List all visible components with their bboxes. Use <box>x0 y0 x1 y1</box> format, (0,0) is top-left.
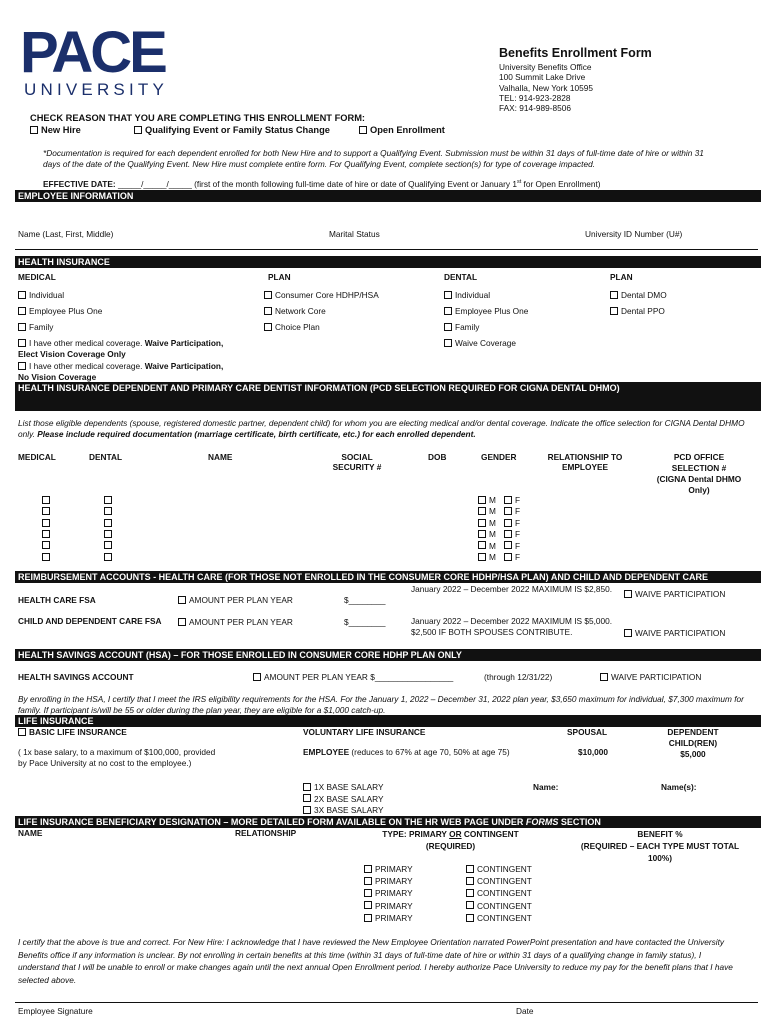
checkbox[interactable] <box>624 590 632 598</box>
dependent-dental-checkbox[interactable] <box>104 541 115 551</box>
gender-male-option[interactable] <box>478 529 496 539</box>
checkbox[interactable] <box>364 865 372 873</box>
gender-f-label: F <box>515 552 521 562</box>
open-enrollment-option[interactable] <box>359 125 445 135</box>
medical-family-option[interactable] <box>18 322 53 332</box>
effective-date-row <box>43 179 601 189</box>
dcare-amount-field[interactable]: $________ <box>344 617 386 627</box>
col-gender: GENDER <box>481 452 517 462</box>
logo-university-wordmark: UNIVERSITY <box>24 80 169 99</box>
checkbox[interactable] <box>42 507 50 515</box>
gender-male-option[interactable] <box>478 518 496 528</box>
children-names-field[interactable]: Name(s): <box>661 782 697 792</box>
office-address <box>499 62 593 113</box>
option-label: Dental DMO <box>621 290 667 300</box>
amount-label: AMOUNT PER PLAN YEAR <box>189 617 293 627</box>
new-hire-option[interactable] <box>30 125 81 135</box>
certification-statement: I certify that the above is true and correct. For New Hire: I acknowledge that I have reviewed the New Employee Orientation narrated PowerPoint presentation and have contacted the University Benefits office if any information is unclear. By not enrolling in certain benefits at this time (within 31 days of full-time date of hire or within 31 days of a qualifying change in family status), I understand that I will be unable to enroll or make changes again until the next annual Open Enrollment period. I hereby authorize Pace University to reduce my pay for the benefit plans that I have selected above. <box>18 937 733 985</box>
gender-female-option[interactable] <box>504 541 520 551</box>
checkbox[interactable] <box>42 496 50 504</box>
checkbox[interactable] <box>104 496 112 504</box>
plan-consumer-core-option[interactable] <box>264 290 379 300</box>
dental-plan-heading: PLAN <box>610 272 633 282</box>
fsa-maximum-note: January 2022 – December 2022 MAXIMUM IS $2,850. <box>411 584 613 594</box>
checkbox[interactable] <box>42 519 50 527</box>
spousal-heading: SPOUSAL <box>567 727 608 737</box>
checkbox[interactable] <box>600 673 608 681</box>
contingent-label: CONTINGENT <box>477 864 532 874</box>
superscript: st <box>516 179 522 186</box>
option-label: Individual <box>29 290 65 300</box>
checkbox[interactable] <box>478 507 486 515</box>
employee-info-bar: EMPLOYEE INFORMATION <box>15 190 761 202</box>
office-street: 100 Summit Lake Drive <box>499 72 586 83</box>
new-hire-label: New Hire <box>41 125 81 135</box>
dependents-bar: HEALTH INSURANCE DEPENDENT AND PRIMARY CARE DENTIST INFORMATION (PCD SELECTION REQUIRED FOR CIGNA DENTAL DHMO) <box>15 382 761 411</box>
option-label: Family <box>455 322 480 332</box>
dependent-medical-checkbox[interactable] <box>42 541 53 551</box>
primary-label: PRIMARY <box>375 864 413 874</box>
checkbox[interactable] <box>264 291 272 299</box>
beneficiary-col-benefit <box>560 828 760 864</box>
dep-heading-line2: CHILD(REN) <box>668 738 718 748</box>
voluntary-life-heading: VOLUNTARY LIFE INSURANCE <box>303 727 426 737</box>
date-field[interactable]: Date <box>516 1006 534 1016</box>
hsa-amount-label: AMOUNT PER PLAN YEAR $_________________ <box>264 672 454 682</box>
checkbox[interactable] <box>178 618 186 626</box>
checkbox[interactable] <box>444 307 452 315</box>
primary-option[interactable] <box>364 913 413 923</box>
checkbox[interactable] <box>504 541 512 549</box>
option-label: 1X BASE SALARY <box>314 782 384 792</box>
type-or: OR <box>449 829 462 839</box>
waive-no-vision-option[interactable] <box>18 361 223 383</box>
marital-status-field[interactable]: Marital Status <box>329 229 380 239</box>
logo-pace-wordmark: PACE <box>20 20 165 85</box>
fsa-amount-option[interactable] <box>178 595 293 605</box>
benefit-line1: BENEFIT % <box>637 829 683 839</box>
qualifying-event-option[interactable] <box>134 125 330 135</box>
dependents-note-text: List those eligible dependents (spouse, registered domestic partner, dependent child) for whom you are electing medical and/or dental coverage. Indicate the office selection for CIGNA Dental DHMO only. <box>18 418 745 439</box>
gender-male-option[interactable] <box>478 541 496 551</box>
hsa-waive-option[interactable] <box>600 672 701 682</box>
primary-label: PRIMARY <box>375 912 413 923</box>
checkbox[interactable] <box>104 530 112 538</box>
checkbox[interactable] <box>610 307 618 315</box>
checkbox[interactable] <box>478 530 486 538</box>
dep-heading-line1: DEPENDENT <box>667 727 719 737</box>
dependent-medical-checkbox[interactable] <box>42 495 53 505</box>
primary-label: PRIMARY <box>375 900 413 911</box>
hsa-label: HEALTH SAVINGS ACCOUNT <box>18 672 134 682</box>
option-label: Consumer Core HDHP/HSA <box>275 290 379 300</box>
effective-date-note-end: for Open Enrollment) <box>521 179 601 189</box>
base-salary-2x-option[interactable] <box>303 794 384 806</box>
basic-life-note: ( 1x base salary, to a maximum of $100,000, provided by Pace University at no cost to the employee.) <box>18 747 216 768</box>
dental-individual-option[interactable] <box>444 290 490 300</box>
option-label: Choice Plan <box>275 322 320 332</box>
plan-network-core-option[interactable] <box>264 306 326 316</box>
gender-m-label: M <box>489 506 496 517</box>
spouse-name-field[interactable]: Name: <box>533 782 559 792</box>
dependent-children-heading <box>648 727 738 760</box>
spousal-amount: $10,000 <box>578 747 608 757</box>
hsa-certification-note: By enrolling in the HSA, I certify that I meet the IRS eligibility requirements for the HSA. For the January 1, 2022 – December 31, 2022 plan year, $3,650 maximum for individual, $7,300 maximum for family. If participant is/will be 55 or older during the plan year, they are eligible for a $1,000 catch-up. <box>18 694 744 715</box>
dcare-maximum-note: January 2022 – December 2022 MAXIMUM IS $5,000. $2,500 IF BOTH SPOUSES CONTRIBUTE. <box>411 616 613 637</box>
dependent-medical-checkbox[interactable] <box>42 506 53 516</box>
col-rel-line1: RELATIONSHIP TO <box>547 452 623 462</box>
checkbox[interactable] <box>303 794 311 802</box>
reason-heading: CHECK REASON THAT YOU ARE COMPLETING THIS ENROLLMENT FORM: <box>30 113 366 123</box>
col-pcd-office <box>644 452 754 496</box>
col-pcd-line2: SELECTION # <box>671 463 727 473</box>
health-insurance-bar: HEALTH INSURANCE <box>15 256 761 268</box>
option-label: 2X BASE SALARY <box>314 793 384 804</box>
col-pcd-line3: (CIGNA Dental DHMO <box>656 474 742 484</box>
primary-label: PRIMARY <box>375 876 413 887</box>
dental-ppo-option[interactable] <box>610 306 665 316</box>
gender-f-label: F <box>515 529 521 540</box>
dependents-note <box>18 418 758 440</box>
dependent-dental-checkbox[interactable] <box>104 552 115 562</box>
fsa-amount-field[interactable]: $________ <box>344 595 386 605</box>
dental-waive-option[interactable] <box>444 338 516 348</box>
checkbox[interactable] <box>466 877 474 885</box>
option-label: Employee Plus One <box>29 306 103 316</box>
checkbox[interactable] <box>104 541 112 549</box>
qualifying-event-label: Qualifying Event or Family Status Change <box>145 125 330 135</box>
checkbox[interactable] <box>253 673 261 681</box>
waive-elect-vision-text: Elect Vision Coverage Only <box>18 349 126 359</box>
beneficiary-bar-end: SECTION <box>558 817 601 827</box>
documentation-note: *Documentation is required for each dependent enrolled for both New Hire and to support a Qualifying Event. Submission must be within 31 days of full-time date of hire or within 31 days of the date of the Qualifying Event. New Hire must complete entire form. For Qualifying Event, complete section(s) for type of coverage impacted. <box>43 148 704 169</box>
university-id-field[interactable]: University ID Number (U#) <box>585 229 683 239</box>
checkbox[interactable] <box>444 339 452 347</box>
checkbox[interactable] <box>466 889 474 897</box>
dependent-dental-checkbox[interactable] <box>104 518 115 528</box>
contingent-option[interactable] <box>466 901 532 911</box>
beneficiary-bar <box>15 816 761 828</box>
type-required: (REQUIRED) <box>425 841 476 851</box>
gender-female-option[interactable] <box>504 518 520 528</box>
benefit-line3: 100%) <box>648 853 672 863</box>
primary-label: PRIMARY <box>375 888 413 899</box>
contingent-option[interactable] <box>466 888 532 898</box>
gender-m-label: M <box>489 517 496 528</box>
checkbox[interactable] <box>504 553 512 561</box>
reimbursement-bar: REIMBURSEMENT ACCOUNTS - HEALTH CARE (FOR THOSE NOT ENROLLED IN THE CONSUMER CORE HDHP/HSA PLAN) AND CHILD AND DEPENDENT CARE <box>15 571 761 583</box>
checkbox[interactable] <box>504 519 512 527</box>
employee-life-note <box>303 747 513 758</box>
checkbox[interactable] <box>364 914 372 922</box>
checkbox[interactable] <box>504 530 512 538</box>
life-insurance-bar: LIFE INSURANCE <box>15 715 761 727</box>
gender-male-option[interactable] <box>478 552 496 562</box>
checkbox[interactable] <box>264 323 272 331</box>
effective-date-note: (first of the month following full-time date of hire or date of Qualifying Event or January 1 <box>194 179 517 189</box>
primary-option[interactable] <box>364 876 413 886</box>
base-salary-3x-option[interactable] <box>303 805 384 817</box>
dependent-medical-checkbox[interactable] <box>42 529 53 539</box>
hsa-through-note: (through 12/31/22) <box>484 672 553 682</box>
gender-m-label: M <box>489 495 496 505</box>
dependent-dental-checkbox[interactable] <box>104 495 115 505</box>
col-ssn <box>325 452 389 472</box>
option-label: 3X BASE SALARY <box>314 805 384 815</box>
beneficiary-bar-forms: FORMS <box>525 817 559 827</box>
checkbox[interactable] <box>364 901 372 909</box>
gender-male-option[interactable] <box>478 506 496 516</box>
contingent-option[interactable] <box>466 876 532 886</box>
dcare-amount-option[interactable] <box>178 617 293 627</box>
checkbox[interactable] <box>134 126 142 134</box>
waive-label: WAIVE PARTICIPATION <box>635 628 726 638</box>
dental-dmo-option[interactable] <box>610 290 667 300</box>
gender-m-label: M <box>489 529 496 540</box>
plan-choice-option[interactable] <box>264 322 320 332</box>
gender-f-label: F <box>515 495 521 505</box>
option-label: Employee Plus One <box>455 306 529 316</box>
beneficiary-col-relationship: RELATIONSHIP <box>235 828 297 838</box>
checkbox[interactable] <box>466 901 474 909</box>
gender-f-label: F <box>515 517 521 528</box>
beneficiary-bar-text: LIFE INSURANCE BENEFICIARY DESIGNATION – MORE DETAILED FORM AVAILABLE ON THE HR WEB PAGE UNDER <box>18 817 526 827</box>
checkbox[interactable] <box>18 291 26 299</box>
checkbox[interactable] <box>478 541 486 549</box>
checkbox[interactable] <box>18 339 26 347</box>
type-text: TYPE: PRIMARY <box>382 829 450 839</box>
office-city: Valhalla, New York 10595 <box>499 82 593 93</box>
gender-f-label: F <box>515 540 521 551</box>
plan-heading: PLAN <box>268 272 291 282</box>
checkbox[interactable] <box>104 519 112 527</box>
contingent-label: CONTINGENT <box>477 876 532 887</box>
base-salary-options <box>303 782 384 817</box>
col-dental: DENTAL <box>89 452 123 462</box>
primary-option[interactable] <box>364 864 413 874</box>
base-salary-1x-option[interactable] <box>303 782 384 794</box>
checkbox[interactable] <box>104 553 112 561</box>
checkbox[interactable] <box>504 496 512 504</box>
waive-bold-text: Waive Participation, <box>144 361 224 371</box>
checkbox[interactable] <box>444 291 452 299</box>
employee-life-detail: (reduces to 67% at age 70, 50% at age 75) <box>349 747 510 757</box>
basic-life-label: BASIC LIFE INSURANCE <box>29 727 127 737</box>
checkbox[interactable] <box>364 889 372 897</box>
hsa-bar: HEALTH SAVINGS ACCOUNT (HSA) – FOR THOSE ENROLLED IN CONSUMER CORE HDHP PLAN ONLY <box>15 649 761 661</box>
checkbox[interactable] <box>504 507 512 515</box>
benefit-line2: (REQUIRED – EACH TYPE MUST TOTAL <box>580 841 740 851</box>
checkbox[interactable] <box>42 541 50 549</box>
checkbox[interactable] <box>478 519 486 527</box>
fsa-waive-option[interactable] <box>624 589 725 599</box>
basic-life-option[interactable] <box>18 727 127 737</box>
checkbox[interactable] <box>178 596 186 604</box>
gender-male-option[interactable] <box>478 495 496 505</box>
gender-female-option[interactable] <box>504 529 520 539</box>
amount-label: AMOUNT PER PLAN YEAR <box>189 595 293 605</box>
effective-date-field[interactable]: _____/_____/_____ <box>118 179 192 189</box>
contingent-label: CONTINGENT <box>477 900 532 911</box>
dependent-care-fsa-label: CHILD AND DEPENDENT CARE FSA <box>18 616 162 626</box>
dependents-note-bold: Please include required documentation (marriage certificate, birth certificate, etc.) for each enrolled dependent. <box>37 429 476 439</box>
waive-label: WAIVE PARTICIPATION <box>611 672 702 682</box>
waive-no-vision-text: No Vision Coverage <box>18 372 97 382</box>
primary-option[interactable] <box>364 901 413 911</box>
health-care-fsa-label: HEALTH CARE FSA <box>18 595 96 605</box>
col-medical: MEDICAL <box>18 452 56 462</box>
dependent-medical-checkbox[interactable] <box>42 552 53 562</box>
waive-bold-text: Waive Participation, <box>144 338 224 348</box>
checkbox[interactable] <box>18 307 26 315</box>
col-name: NAME <box>208 452 233 462</box>
dental-family-option[interactable] <box>444 322 479 332</box>
gender-f-label: F <box>515 506 521 517</box>
checkbox[interactable] <box>364 877 372 885</box>
waive-label: WAIVE PARTICIPATION <box>635 589 726 599</box>
checkbox[interactable] <box>624 629 632 637</box>
office-name: University Benefits Office <box>499 62 592 72</box>
contingent-label: CONTINGENT <box>477 912 532 923</box>
divider <box>15 249 758 250</box>
dcare-waive-option[interactable] <box>624 628 725 638</box>
name-field[interactable]: Name (Last, First, Middle) <box>18 229 114 239</box>
col-rel-line2: EMPLOYEE <box>561 462 609 472</box>
checkbox[interactable] <box>18 362 26 370</box>
checkbox[interactable] <box>478 496 486 504</box>
contingent-option[interactable] <box>466 913 532 923</box>
type-text-end: CONTINGENT <box>461 829 519 839</box>
checkbox[interactable] <box>303 783 311 791</box>
dependent-amount: $5,000 <box>680 749 706 759</box>
medical-individual-option[interactable] <box>18 290 64 300</box>
effective-date-label: EFFECTIVE DATE: <box>43 179 116 189</box>
checkbox[interactable] <box>444 323 452 331</box>
checkbox[interactable] <box>610 291 618 299</box>
open-enrollment-label: Open Enrollment <box>370 125 445 135</box>
gender-female-option[interactable] <box>504 506 520 516</box>
beneficiary-col-name: NAME <box>18 828 43 838</box>
option-label: Dental PPO <box>621 306 665 316</box>
gender-m-label: M <box>489 540 496 551</box>
checkbox[interactable] <box>30 126 38 134</box>
form-title: Benefits Enrollment Form <box>499 46 652 60</box>
col-pcd-line1: PCD OFFICE <box>673 452 725 462</box>
dependent-medical-checkbox[interactable] <box>42 518 53 528</box>
waive-text: I have other medical coverage. <box>29 361 145 371</box>
primary-option[interactable] <box>364 888 413 898</box>
col-dob: DOB <box>428 452 447 462</box>
option-label: Waive Coverage <box>455 338 517 348</box>
office-tel: TEL: 914-923-2828 <box>499 92 571 103</box>
beneficiary-col-type <box>368 828 533 852</box>
checkbox[interactable] <box>42 553 50 561</box>
contingent-option[interactable] <box>466 864 532 874</box>
checkbox[interactable] <box>303 806 311 814</box>
checkbox[interactable] <box>18 728 26 736</box>
employee-signature-field[interactable]: Employee Signature <box>18 1006 93 1016</box>
checkbox[interactable] <box>18 323 26 331</box>
medical-heading: MEDICAL <box>18 272 56 282</box>
checkbox[interactable] <box>42 530 50 538</box>
checkbox[interactable] <box>104 507 112 515</box>
contingent-label: CONTINGENT <box>477 888 532 899</box>
dental-heading: DENTAL <box>444 272 478 282</box>
checkbox[interactable] <box>466 914 474 922</box>
gender-female-option[interactable] <box>504 495 520 505</box>
waive-vision-only-option[interactable] <box>18 338 223 360</box>
hsa-amount-option[interactable] <box>253 672 453 682</box>
checkbox[interactable] <box>478 553 486 561</box>
waive-text: I have other medical coverage. <box>29 338 145 348</box>
checkbox[interactable] <box>359 126 367 134</box>
col-ssn-line1: SOCIAL <box>341 452 373 462</box>
checkbox[interactable] <box>466 865 474 873</box>
dependent-dental-checkbox[interactable] <box>104 506 115 516</box>
office-fax: FAX: 914-989-8506 <box>499 103 571 114</box>
gender-m-label: M <box>489 552 496 562</box>
dental-employee-plus-one-option[interactable] <box>444 306 528 316</box>
option-label: Family <box>29 322 54 332</box>
employee-life-label: EMPLOYEE <box>303 747 350 757</box>
dependent-dental-checkbox[interactable] <box>104 529 115 539</box>
option-label: Network Core <box>275 306 326 316</box>
signature-line <box>15 1002 758 1003</box>
col-relationship <box>538 452 632 472</box>
option-label: Individual <box>455 290 491 300</box>
gender-female-option[interactable] <box>504 552 520 562</box>
col-ssn-line2: SECURITY # <box>332 462 382 472</box>
col-pcd-line4: Only) <box>688 485 710 495</box>
checkbox[interactable] <box>264 307 272 315</box>
medical-employee-plus-one-option[interactable] <box>18 306 102 316</box>
